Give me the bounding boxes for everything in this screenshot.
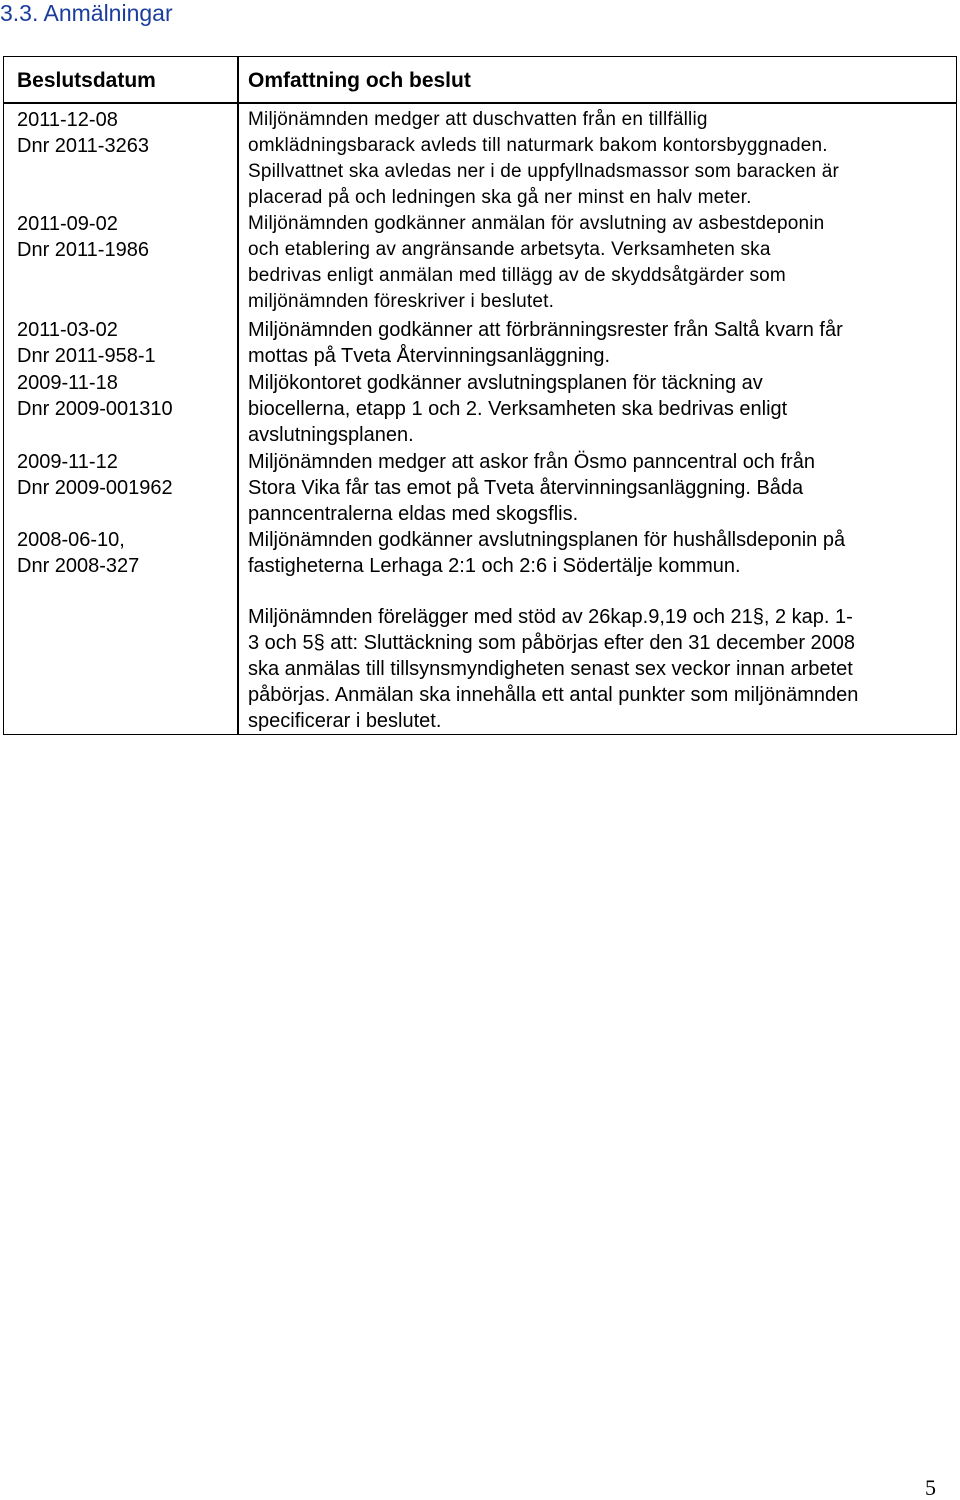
row-date — [17, 449, 173, 501]
decision-date: 2011-12-08 — [17, 109, 118, 131]
description-line: mottas på Tveta Återvinningsanläggning. — [248, 345, 611, 367]
decision-date: 2011-03-02 — [17, 319, 118, 341]
description-line: Miljönämnden förelägger med stöd av 26kap.9,19 och 21§, 2 kap. 1- — [248, 606, 853, 628]
decision-date: 2008-06-10, — [17, 529, 125, 551]
description-line: Miljönämnden medger att askor från Ösmo panncentral och från — [248, 451, 815, 473]
row-date — [17, 317, 156, 369]
row-description — [248, 527, 953, 579]
row-description — [248, 449, 953, 527]
decision-date: 2009-11-18 — [17, 372, 118, 394]
description-line: panncentralerna eldas med skogsflis. — [248, 503, 579, 525]
decision-date: 2009-11-12 — [17, 451, 118, 473]
description-line: fastigheterna Lerhaga 2:1 och 2:6 i Södertälje kommun. — [248, 555, 741, 577]
description-line: placerad på och ledningen ska gå ner minst en halv meter. — [248, 187, 752, 208]
header-divider — [4, 102, 956, 104]
decision-date: 2011-09-02 — [17, 213, 118, 235]
description-line: specificerar i beslutet. — [248, 710, 442, 732]
row-description — [248, 107, 953, 211]
description-line: bedrivas enligt anmälan med tillägg av de skyddsåtgärder som — [248, 265, 786, 286]
header-description: Omfattning och beslut — [248, 69, 471, 92]
description-line: Spillvattnet ska avledas ner i de uppfyllnadsmassor som baracken är — [248, 161, 840, 182]
row-date — [17, 107, 149, 159]
case-number: Dnr 2011-1986 — [17, 239, 149, 261]
description-line: och etablering av angränsande arbetsyta. Verksamheten ska — [248, 239, 771, 260]
description-line: Miljönämnden godkänner att förbränningsrester från Saltå kvarn får — [248, 319, 843, 341]
description-line: avslutningsplanen. — [248, 424, 414, 446]
case-number: Dnr 2008-327 — [17, 555, 140, 577]
decisions-table — [3, 56, 957, 735]
header-date: Beslutsdatum — [17, 69, 156, 92]
row-date — [17, 211, 149, 263]
row-description — [248, 211, 953, 315]
description-line: Miljönämnden godkänner avslutningsplanen för hushållsdeponin på — [248, 529, 846, 551]
description-line: biocellerna, etapp 1 och 2. Verksamheten ska bedrivas enligt — [248, 398, 788, 420]
row-description — [248, 317, 953, 369]
column-divider — [237, 57, 239, 734]
description-line: Stora Vika får tas emot på Tveta återvinningsanläggning. Båda — [248, 477, 804, 499]
row-description — [248, 370, 953, 448]
row-date — [17, 527, 139, 579]
row-date — [17, 370, 173, 422]
case-number: Dnr 2011-958-1 — [17, 345, 156, 367]
case-number: Dnr 2009-001962 — [17, 477, 173, 499]
description-line: miljönämnden föreskriver i beslutet. — [248, 291, 555, 312]
description-line: 3 och 5§ att: Sluttäckning som påbörjas efter den 31 december 2008 — [248, 632, 856, 654]
description-line: påbörjas. Anmälan ska innehålla ett antal punkter som miljönämnden — [248, 684, 859, 706]
description-line: Miljökontoret godkänner avslutningsplanen för täckning av — [248, 372, 763, 394]
description-line: Miljönämnden medger att duschvatten från en tillfällig — [248, 109, 708, 130]
description-line: Miljönämnden godkänner anmälan för avslutning av asbestdeponin — [248, 213, 825, 234]
description-line: ska anmälas till tillsynsmyndigheten senast sex veckor innan arbetet — [248, 658, 853, 680]
case-number: Dnr 2011-3263 — [17, 135, 149, 157]
row-description-continued — [248, 604, 953, 734]
page-number: 5 — [925, 1475, 936, 1500]
description-line: omklädningsbarack avleds till naturmark bakom kontorsbyggnaden. — [248, 135, 828, 156]
section-title: 3.3. Anmälningar — [0, 0, 173, 26]
case-number: Dnr 2009-001310 — [17, 398, 173, 420]
